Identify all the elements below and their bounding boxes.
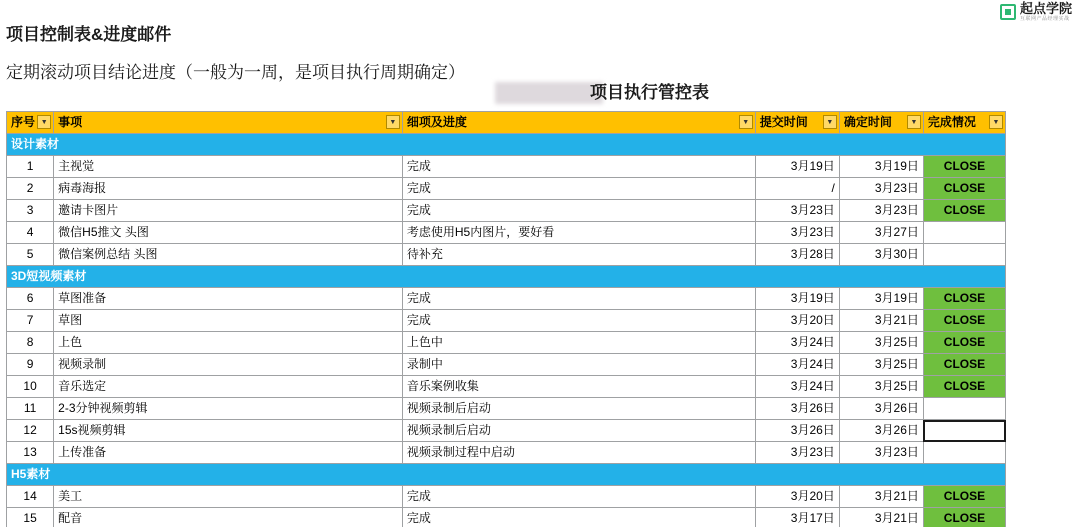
cell-detail: 完成	[402, 508, 755, 527]
table-row[interactable]	[7, 200, 1006, 222]
cell-status: CLOSE	[923, 354, 1005, 376]
page-subtitle: 定期滚动项目结论进度（一般为一周，是项目执行周期确定）	[6, 63, 465, 82]
cell-no: 14	[7, 486, 54, 508]
cell-confirm-date: 3月21日	[839, 508, 923, 527]
cell-item: 上传准备	[54, 442, 403, 464]
cell-no: 15	[7, 508, 54, 527]
cell-no: 8	[7, 332, 54, 354]
table-row[interactable]	[7, 310, 1006, 332]
cell-submit-date: 3月17日	[755, 508, 839, 527]
cell-submit-date: 3月24日	[755, 376, 839, 398]
cell-confirm-date: 3月23日	[839, 200, 923, 222]
cell-detail: 待补充	[402, 244, 755, 266]
column-header-submit	[755, 112, 839, 134]
chevron-down-icon[interactable]: ▼	[37, 115, 51, 129]
cell-confirm-date: 3月23日	[839, 178, 923, 200]
cell-submit-date: 3月20日	[755, 310, 839, 332]
chevron-down-icon[interactable]: ▼	[823, 115, 837, 129]
cell-submit-date: 3月28日	[755, 244, 839, 266]
cell-status	[923, 442, 1005, 464]
project-control-table	[6, 111, 1006, 527]
sheet-title: 项目执行管控表	[590, 83, 709, 102]
table-row[interactable]	[7, 288, 1006, 310]
cell-item: 草图准备	[54, 288, 403, 310]
table-row[interactable]	[7, 354, 1006, 376]
cell-no: 10	[7, 376, 54, 398]
column-label: 提交时间	[759, 115, 808, 129]
cell-status	[923, 222, 1005, 244]
cell-submit-date: 3月24日	[755, 354, 839, 376]
cell-status	[923, 244, 1005, 266]
cell-detail: 完成	[402, 288, 755, 310]
cell-detail: 完成	[402, 178, 755, 200]
cell-confirm-date: 3月27日	[839, 222, 923, 244]
table-row[interactable]	[7, 420, 1006, 442]
table-row[interactable]	[7, 178, 1006, 200]
cell-confirm-date: 3月25日	[839, 354, 923, 376]
cell-submit-date: 3月19日	[755, 288, 839, 310]
cell-status: CLOSE	[923, 332, 1005, 354]
cell-status: CLOSE	[923, 200, 1005, 222]
cell-status: CLOSE	[923, 178, 1005, 200]
cell-detail: 视频录制过程中启动	[402, 442, 755, 464]
column-label: 完成情况	[927, 115, 976, 129]
brand-text-block	[1020, 2, 1072, 22]
cell-confirm-date: 3月26日	[839, 420, 923, 442]
cell-no: 1	[7, 156, 54, 178]
cell-item: 配音	[54, 508, 403, 527]
group-label: 3D短视频素材	[7, 266, 1006, 288]
cell-status: CLOSE	[923, 156, 1005, 178]
cell-confirm-date: 3月26日	[839, 398, 923, 420]
cell-status: CLOSE	[923, 376, 1005, 398]
table-row[interactable]	[7, 376, 1006, 398]
cell-confirm-date: 3月25日	[839, 332, 923, 354]
table-row[interactable]	[7, 442, 1006, 464]
cell-submit-date: 3月26日	[755, 420, 839, 442]
cell-status: CLOSE	[923, 486, 1005, 508]
cell-item: 草图	[54, 310, 403, 332]
group-label: H5素材	[7, 464, 1006, 486]
chevron-down-icon[interactable]: ▼	[907, 115, 921, 129]
table-body	[7, 134, 1006, 527]
cell-no: 12	[7, 420, 54, 442]
cell-no: 2	[7, 178, 54, 200]
table-row[interactable]	[7, 156, 1006, 178]
cell-item: 美工	[54, 486, 403, 508]
cell-submit-date: 3月23日	[755, 200, 839, 222]
column-header-detail	[402, 112, 755, 134]
cell-confirm-date: 3月23日	[839, 442, 923, 464]
column-header-status	[923, 112, 1005, 134]
table-row[interactable]	[7, 332, 1006, 354]
column-label: 序号	[11, 115, 36, 129]
chevron-down-icon[interactable]: ▼	[989, 115, 1003, 129]
table-header-row	[7, 112, 1006, 134]
table-row[interactable]	[7, 244, 1006, 266]
brand-name: 起点学院	[1019, 1, 1072, 16]
brand-logo	[1000, 2, 1072, 22]
square-logo-icon	[1000, 4, 1016, 20]
cell-detail: 完成	[402, 200, 755, 222]
table-group-row	[7, 464, 1006, 486]
cell-confirm-date: 3月19日	[839, 288, 923, 310]
cell-detail: 完成	[402, 310, 755, 332]
cell-submit-date: 3月23日	[755, 222, 839, 244]
cell-status: CLOSE	[923, 310, 1005, 332]
cell-submit-date: /	[755, 178, 839, 200]
cell-status: CLOSE	[923, 288, 1005, 310]
cell-submit-date: 3月24日	[755, 332, 839, 354]
redacted-block	[495, 82, 603, 104]
brand-tagline: 互联网产品经理实战	[1019, 16, 1070, 22]
table-row[interactable]	[7, 508, 1006, 527]
column-header-confirm	[839, 112, 923, 134]
cell-detail: 音乐案例收集	[402, 376, 755, 398]
cell-no: 3	[7, 200, 54, 222]
cell-confirm-date: 3月19日	[839, 156, 923, 178]
cell-item: 视频录制	[54, 354, 403, 376]
cell-detail: 视频录制后启动	[402, 420, 755, 442]
column-label: 细项及进度	[406, 115, 467, 129]
cell-submit-date: 3月19日	[755, 156, 839, 178]
cell-confirm-date: 3月21日	[839, 486, 923, 508]
cell-no: 5	[7, 244, 54, 266]
group-label: 设计素材	[7, 134, 1006, 156]
cell-detail: 考虑使用H5内图片，要好看	[402, 222, 755, 244]
cell-item: 2-3分钟视频剪辑	[54, 398, 403, 420]
column-header-no	[7, 112, 54, 134]
cell-no: 9	[7, 354, 54, 376]
column-label: 确定时间	[843, 115, 892, 129]
chevron-down-icon[interactable]: ▼	[386, 115, 400, 129]
column-label: 事项	[58, 115, 83, 129]
cell-submit-date: 3月26日	[755, 398, 839, 420]
cell-item: 病毒海报	[54, 178, 403, 200]
cell-status	[923, 398, 1005, 420]
cell-item: 主视觉	[54, 156, 403, 178]
cell-no: 13	[7, 442, 54, 464]
table-group-row	[7, 134, 1006, 156]
cell-submit-date: 3月20日	[755, 486, 839, 508]
cell-no: 7	[7, 310, 54, 332]
table-row[interactable]	[7, 398, 1006, 420]
cell-submit-date: 3月23日	[755, 442, 839, 464]
cell-detail: 上色中	[402, 332, 755, 354]
cell-confirm-date: 3月25日	[839, 376, 923, 398]
cell-item: 邀请卡图片	[54, 200, 403, 222]
cell-confirm-date: 3月21日	[839, 310, 923, 332]
cell-status	[923, 420, 1005, 442]
cell-detail: 视频录制后启动	[402, 398, 755, 420]
cell-status: CLOSE	[923, 508, 1005, 527]
chevron-down-icon[interactable]: ▼	[739, 115, 753, 129]
cell-confirm-date: 3月30日	[839, 244, 923, 266]
cell-item: 音乐选定	[54, 376, 403, 398]
column-header-item	[54, 112, 403, 134]
cell-item: 上色	[54, 332, 403, 354]
cell-item: 微信案例总结 头图	[54, 244, 403, 266]
cell-detail: 录制中	[402, 354, 755, 376]
cell-no: 4	[7, 222, 54, 244]
cell-no: 6	[7, 288, 54, 310]
cell-item: 微信H5推文 头图	[54, 222, 403, 244]
cell-detail: 完成	[402, 156, 755, 178]
table-group-row	[7, 266, 1006, 288]
cell-item: 15s视频剪辑	[54, 420, 403, 442]
page-title: 项目控制表&进度邮件	[6, 25, 172, 44]
table-row[interactable]	[7, 222, 1006, 244]
cell-detail: 完成	[402, 486, 755, 508]
cell-no: 11	[7, 398, 54, 420]
table-row[interactable]	[7, 486, 1006, 508]
